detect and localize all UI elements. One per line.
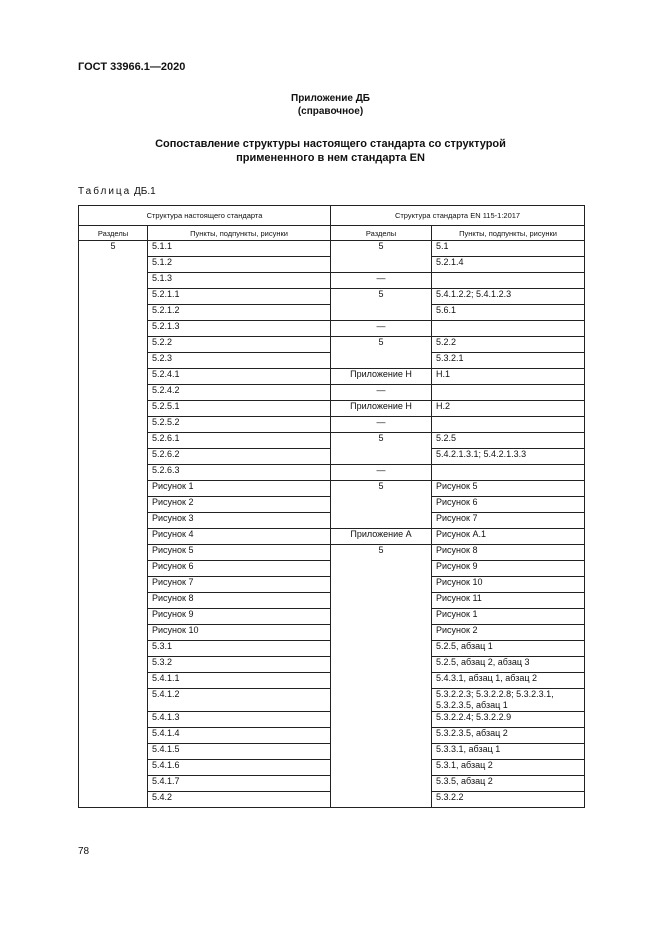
item-cell-current: 5.2.4.2 bbox=[148, 385, 331, 401]
annex-title: Приложение ДБ bbox=[291, 93, 370, 104]
annex-heading bbox=[0, 92, 661, 118]
item-cell-en: Рисунок 5 bbox=[432, 481, 585, 497]
item-cell-current: Рисунок 1 bbox=[148, 481, 331, 497]
item-cell-current: 5.2.4.1 bbox=[148, 369, 331, 385]
section-cell-current: 5 bbox=[79, 241, 148, 808]
section-cell-en: — bbox=[331, 385, 432, 401]
item-cell-current: 5.2.1.2 bbox=[148, 305, 331, 321]
section-cell-en: — bbox=[331, 321, 432, 337]
item-cell-en: 5.2.5, абзац 1 bbox=[432, 641, 585, 657]
item-cell-en: 5.3.2.2.4; 5.3.2.2.9 bbox=[432, 712, 585, 728]
section-cell-en: Приложение Н bbox=[331, 369, 432, 385]
group-header-en: Структура стандарта EN 115-1:2017 bbox=[331, 206, 585, 226]
item-cell-current: 5.2.1.3 bbox=[148, 321, 331, 337]
group-header-row bbox=[79, 206, 585, 226]
table-row bbox=[79, 401, 585, 417]
table-row bbox=[79, 385, 585, 401]
section-cell-en: 5 bbox=[331, 337, 432, 369]
title-line-2: примененного в нем стандарта EN bbox=[236, 152, 425, 164]
item-cell-current: 5.2.6.3 bbox=[148, 465, 331, 481]
item-cell-en: Рисунок 9 bbox=[432, 561, 585, 577]
item-cell-current: 5.4.1.2 bbox=[148, 689, 331, 712]
item-cell-current: 5.2.6.1 bbox=[148, 433, 331, 449]
item-cell-en: 5.4.1.2.2; 5.4.1.2.3 bbox=[432, 289, 585, 305]
item-cell-current: Рисунок 7 bbox=[148, 577, 331, 593]
item-cell-en: Рисунок А.1 bbox=[432, 529, 585, 545]
group-header-current: Структура настоящего стандарта bbox=[79, 206, 331, 226]
item-cell-current: Рисунок 3 bbox=[148, 513, 331, 529]
item-cell-current: 5.2.1.1 bbox=[148, 289, 331, 305]
item-cell-en: Рисунок 10 bbox=[432, 577, 585, 593]
item-cell-current: 5.4.1.7 bbox=[148, 776, 331, 792]
col-header-sections-current: Разделы bbox=[79, 226, 148, 241]
item-cell-en: 5.2.1.4 bbox=[432, 257, 585, 273]
section-cell-en: 5 bbox=[331, 241, 432, 273]
item-cell-current: 5.2.5.1 bbox=[148, 401, 331, 417]
item-cell-en: Рисунок 8 bbox=[432, 545, 585, 561]
col-header-sections-en: Разделы bbox=[331, 226, 432, 241]
table-row bbox=[79, 369, 585, 385]
item-cell-current: 5.2.2 bbox=[148, 337, 331, 353]
item-cell-en: 5.3.2.1 bbox=[432, 353, 585, 369]
table-label bbox=[78, 186, 156, 197]
item-cell-en: 5.3.2.2.3; 5.3.2.2.8; 5.3.2.3.1, 5.3.2.3.5, абзац 1 bbox=[432, 689, 585, 712]
annex-subtitle: (справочное) bbox=[297, 106, 364, 117]
item-cell-en: Рисунок 11 bbox=[432, 593, 585, 609]
table-label-prefix: Таблица bbox=[78, 186, 132, 197]
item-cell-en bbox=[432, 417, 585, 433]
item-cell-en: 5.3.2.2 bbox=[432, 792, 585, 808]
item-cell-current: 5.4.1.5 bbox=[148, 744, 331, 760]
item-cell-en: 5.3.1, абзац 2 bbox=[432, 760, 585, 776]
standard-code: ГОСТ 33966.1—2020 bbox=[78, 61, 186, 73]
document-title bbox=[0, 137, 661, 165]
section-cell-en: — bbox=[331, 465, 432, 481]
item-cell-en: 5.2.5 bbox=[432, 433, 585, 449]
item-cell-en bbox=[432, 321, 585, 337]
item-cell-en: 5.2.2 bbox=[432, 337, 585, 353]
item-cell-en bbox=[432, 465, 585, 481]
item-cell-en: 5.4.3.1, абзац 1, абзац 2 bbox=[432, 673, 585, 689]
section-cell-en: Приложение А bbox=[331, 529, 432, 545]
item-cell-current: Рисунок 9 bbox=[148, 609, 331, 625]
table-row bbox=[79, 241, 585, 257]
table-row bbox=[79, 465, 585, 481]
item-cell-current: 5.1.1 bbox=[148, 241, 331, 257]
item-cell-en: Н.1 bbox=[432, 369, 585, 385]
item-cell-en: Рисунок 6 bbox=[432, 497, 585, 513]
correspondence-table bbox=[78, 205, 585, 808]
item-cell-en: 5.3.3.1, абзац 1 bbox=[432, 744, 585, 760]
item-cell-en: 5.3.5, абзац 2 bbox=[432, 776, 585, 792]
item-cell-en: 5.3.2.3.5, абзац 2 bbox=[432, 728, 585, 744]
item-cell-en: Рисунок 7 bbox=[432, 513, 585, 529]
item-cell-en bbox=[432, 273, 585, 289]
section-cell-en: — bbox=[331, 417, 432, 433]
column-header-row bbox=[79, 226, 585, 241]
table-row bbox=[79, 321, 585, 337]
item-cell-current: 5.3.1 bbox=[148, 641, 331, 657]
item-cell-en bbox=[432, 385, 585, 401]
section-cell-en: 5 bbox=[331, 289, 432, 321]
item-cell-current: Рисунок 8 bbox=[148, 593, 331, 609]
table-label-id: ДБ.1 bbox=[134, 186, 156, 197]
item-cell-current: 5.4.2 bbox=[148, 792, 331, 808]
item-cell-current: Рисунок 2 bbox=[148, 497, 331, 513]
table-row bbox=[79, 289, 585, 305]
item-cell-en: Рисунок 2 bbox=[432, 625, 585, 641]
item-cell-en: 5.1 bbox=[432, 241, 585, 257]
col-header-items-current: Пункты, подпункты, рисунки bbox=[148, 226, 331, 241]
item-cell-current: 5.3.2 bbox=[148, 657, 331, 673]
table-row bbox=[79, 529, 585, 545]
item-cell-current: 5.1.3 bbox=[148, 273, 331, 289]
item-cell-current: 5.2.5.2 bbox=[148, 417, 331, 433]
table-row bbox=[79, 273, 585, 289]
section-cell-en: Приложение Н bbox=[331, 401, 432, 417]
table-row bbox=[79, 481, 585, 497]
item-cell-current: 5.1.2 bbox=[148, 257, 331, 273]
item-cell-current: Рисунок 4 bbox=[148, 529, 331, 545]
item-cell-en: 5.6.1 bbox=[432, 305, 585, 321]
item-cell-current: Рисунок 10 bbox=[148, 625, 331, 641]
item-cell-current: 5.2.3 bbox=[148, 353, 331, 369]
page-number: 78 bbox=[78, 846, 90, 857]
item-cell-en: 5.2.5, абзац 2, абзац 3 bbox=[432, 657, 585, 673]
item-cell-current: 5.4.1.6 bbox=[148, 760, 331, 776]
item-cell-current: 5.4.1.1 bbox=[148, 673, 331, 689]
item-cell-current: Рисунок 6 bbox=[148, 561, 331, 577]
table-row bbox=[79, 545, 585, 561]
item-cell-current: 5.4.1.3 bbox=[148, 712, 331, 728]
section-cell-en: 5 bbox=[331, 545, 432, 808]
section-cell-en: 5 bbox=[331, 481, 432, 529]
title-line-1: Сопоставление структуры настоящего стандарта со структурой bbox=[155, 138, 506, 150]
table-row bbox=[79, 433, 585, 449]
section-cell-en: — bbox=[331, 273, 432, 289]
col-header-items-en: Пункты, подпункты, рисунки bbox=[432, 226, 585, 241]
item-cell-current: Рисунок 5 bbox=[148, 545, 331, 561]
item-cell-en: Н.2 bbox=[432, 401, 585, 417]
section-cell-en: 5 bbox=[331, 433, 432, 465]
table-row bbox=[79, 337, 585, 353]
item-cell-current: 5.2.6.2 bbox=[148, 449, 331, 465]
item-cell-en: Рисунок 1 bbox=[432, 609, 585, 625]
table-row bbox=[79, 417, 585, 433]
item-cell-en: 5.4.2.1.3.1; 5.4.2.1.3.3 bbox=[432, 449, 585, 465]
item-cell-current: 5.4.1.4 bbox=[148, 728, 331, 744]
